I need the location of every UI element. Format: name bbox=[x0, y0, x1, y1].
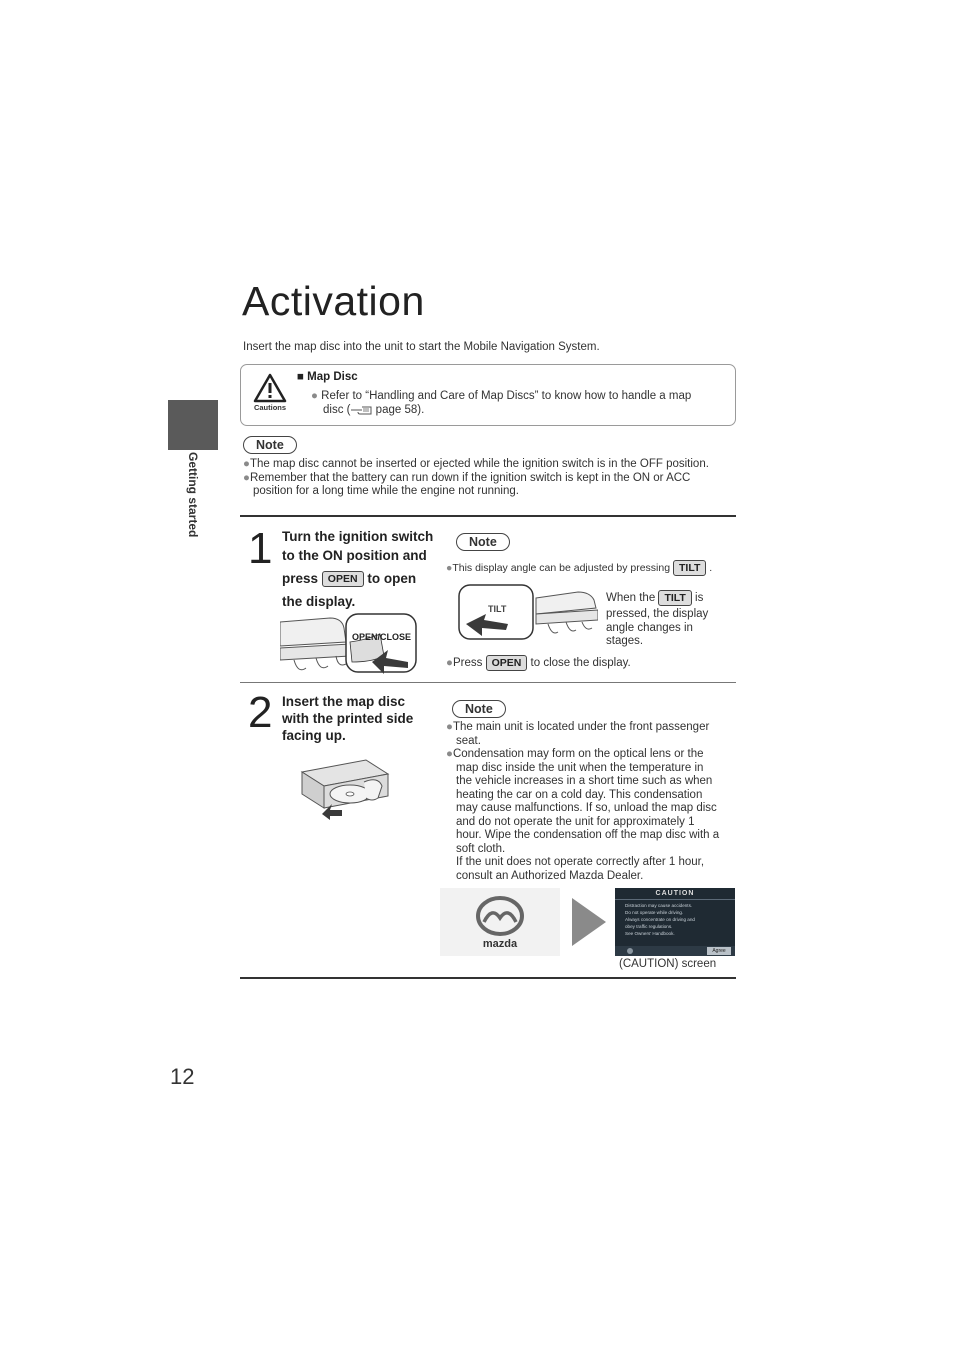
divider bbox=[240, 515, 736, 517]
tilt-key: TILT bbox=[673, 560, 706, 576]
step1-text: Turn the ignition switch to the ON position and press OPEN to open the display. bbox=[282, 529, 434, 609]
caution-screen-caption: (CAUTION) screen bbox=[619, 958, 717, 970]
note-badge: Note bbox=[243, 436, 297, 454]
tilt-description: When the TILT is pressed, the display angle changes in stages. bbox=[606, 592, 709, 647]
step2-text: Insert the map disc with the printed side facing up. bbox=[282, 694, 414, 743]
top-note-list bbox=[243, 458, 738, 499]
list-item: ●The main unit is located under the front passenger bbox=[446, 721, 710, 733]
page-title: Activation bbox=[242, 278, 425, 324]
list-item: ●Condensation may form on the optical lens or the bbox=[446, 748, 704, 760]
step-number: 1 bbox=[248, 524, 273, 573]
step1-note: ●This display angle can be adjusted by pressing TILT . bbox=[446, 561, 713, 574]
tilt-button-label: TILT bbox=[488, 604, 507, 614]
disc-insert-illustration bbox=[292, 756, 392, 820]
caution-box bbox=[240, 364, 736, 426]
open-close-label: OPEN/CLOSE bbox=[352, 632, 412, 642]
tilt-key: TILT bbox=[658, 590, 691, 606]
warning-triangle-icon bbox=[253, 373, 287, 417]
mazda-logo-screen bbox=[440, 888, 560, 956]
divider bbox=[240, 977, 736, 979]
caution-text: ● Refer to “Handling and Care of Map Discs” to know how to handle a map disc ( page 58). bbox=[311, 390, 692, 416]
open-key: OPEN bbox=[486, 655, 528, 671]
mazda-logo-text: mazda bbox=[482, 938, 518, 950]
section-label: Getting started bbox=[186, 452, 200, 538]
open-key: OPEN bbox=[322, 571, 364, 587]
list-item: ●The map disc cannot be inserted or ejected while the ignition switch is in the OFF position. bbox=[243, 458, 709, 470]
note-badge: Note bbox=[456, 533, 510, 551]
page-number: 12 bbox=[170, 1064, 195, 1089]
divider bbox=[240, 682, 736, 683]
step2-note-list: ●The main unit is located under the front passenger seat. ●Condensation may form on the optical lens or the map disc inside the unit when the temperature in the vehicle increases in a short time such as when heating the car on a cold day. This condensation may cause malfunctions. If so, unload the map disc and do not operate the unit for approximately 1 hour. Wipe the condensation off the map disc with a soft cloth. If the unit does not operate correctly after 1 hour, consult an Authorized Mazda Dealer. bbox=[446, 721, 738, 883]
caution-icon-label: Cautions bbox=[253, 403, 287, 412]
note-badge: Note bbox=[452, 700, 506, 718]
list-item: position for a long time while the engine not running. bbox=[253, 485, 519, 497]
caution-screen-title: CAUTION bbox=[655, 890, 695, 897]
list-item: ●Remember that the battery can run down if the ignition switch is kept in the ON or ACC bbox=[243, 471, 691, 484]
open-close-illustration bbox=[280, 612, 418, 682]
status-dot-icon bbox=[627, 948, 633, 954]
intro-text: Insert the map disc into the unit to start the Mobile Navigation System. bbox=[243, 341, 600, 353]
close-display-note: ●Press OPEN to close the display. bbox=[446, 657, 631, 670]
caution-screen-text: Distraction may cause accidents. Do not operate while driving. Always concentrate on driving and obey traffic regulations. See Owners' Handbook. bbox=[625, 903, 695, 936]
bullet-icon: ● bbox=[311, 390, 318, 402]
agree-button[interactable]: Agree bbox=[707, 947, 731, 955]
caution-heading: ■ Map Disc bbox=[297, 371, 358, 383]
caution-screen bbox=[615, 888, 735, 956]
step-number: 2 bbox=[248, 688, 273, 737]
page-ref-hand-icon bbox=[350, 405, 372, 414]
section-tab bbox=[168, 400, 218, 450]
arrow-right-icon bbox=[572, 898, 606, 946]
divider bbox=[615, 899, 735, 900]
tilt-illustration bbox=[458, 584, 598, 640]
